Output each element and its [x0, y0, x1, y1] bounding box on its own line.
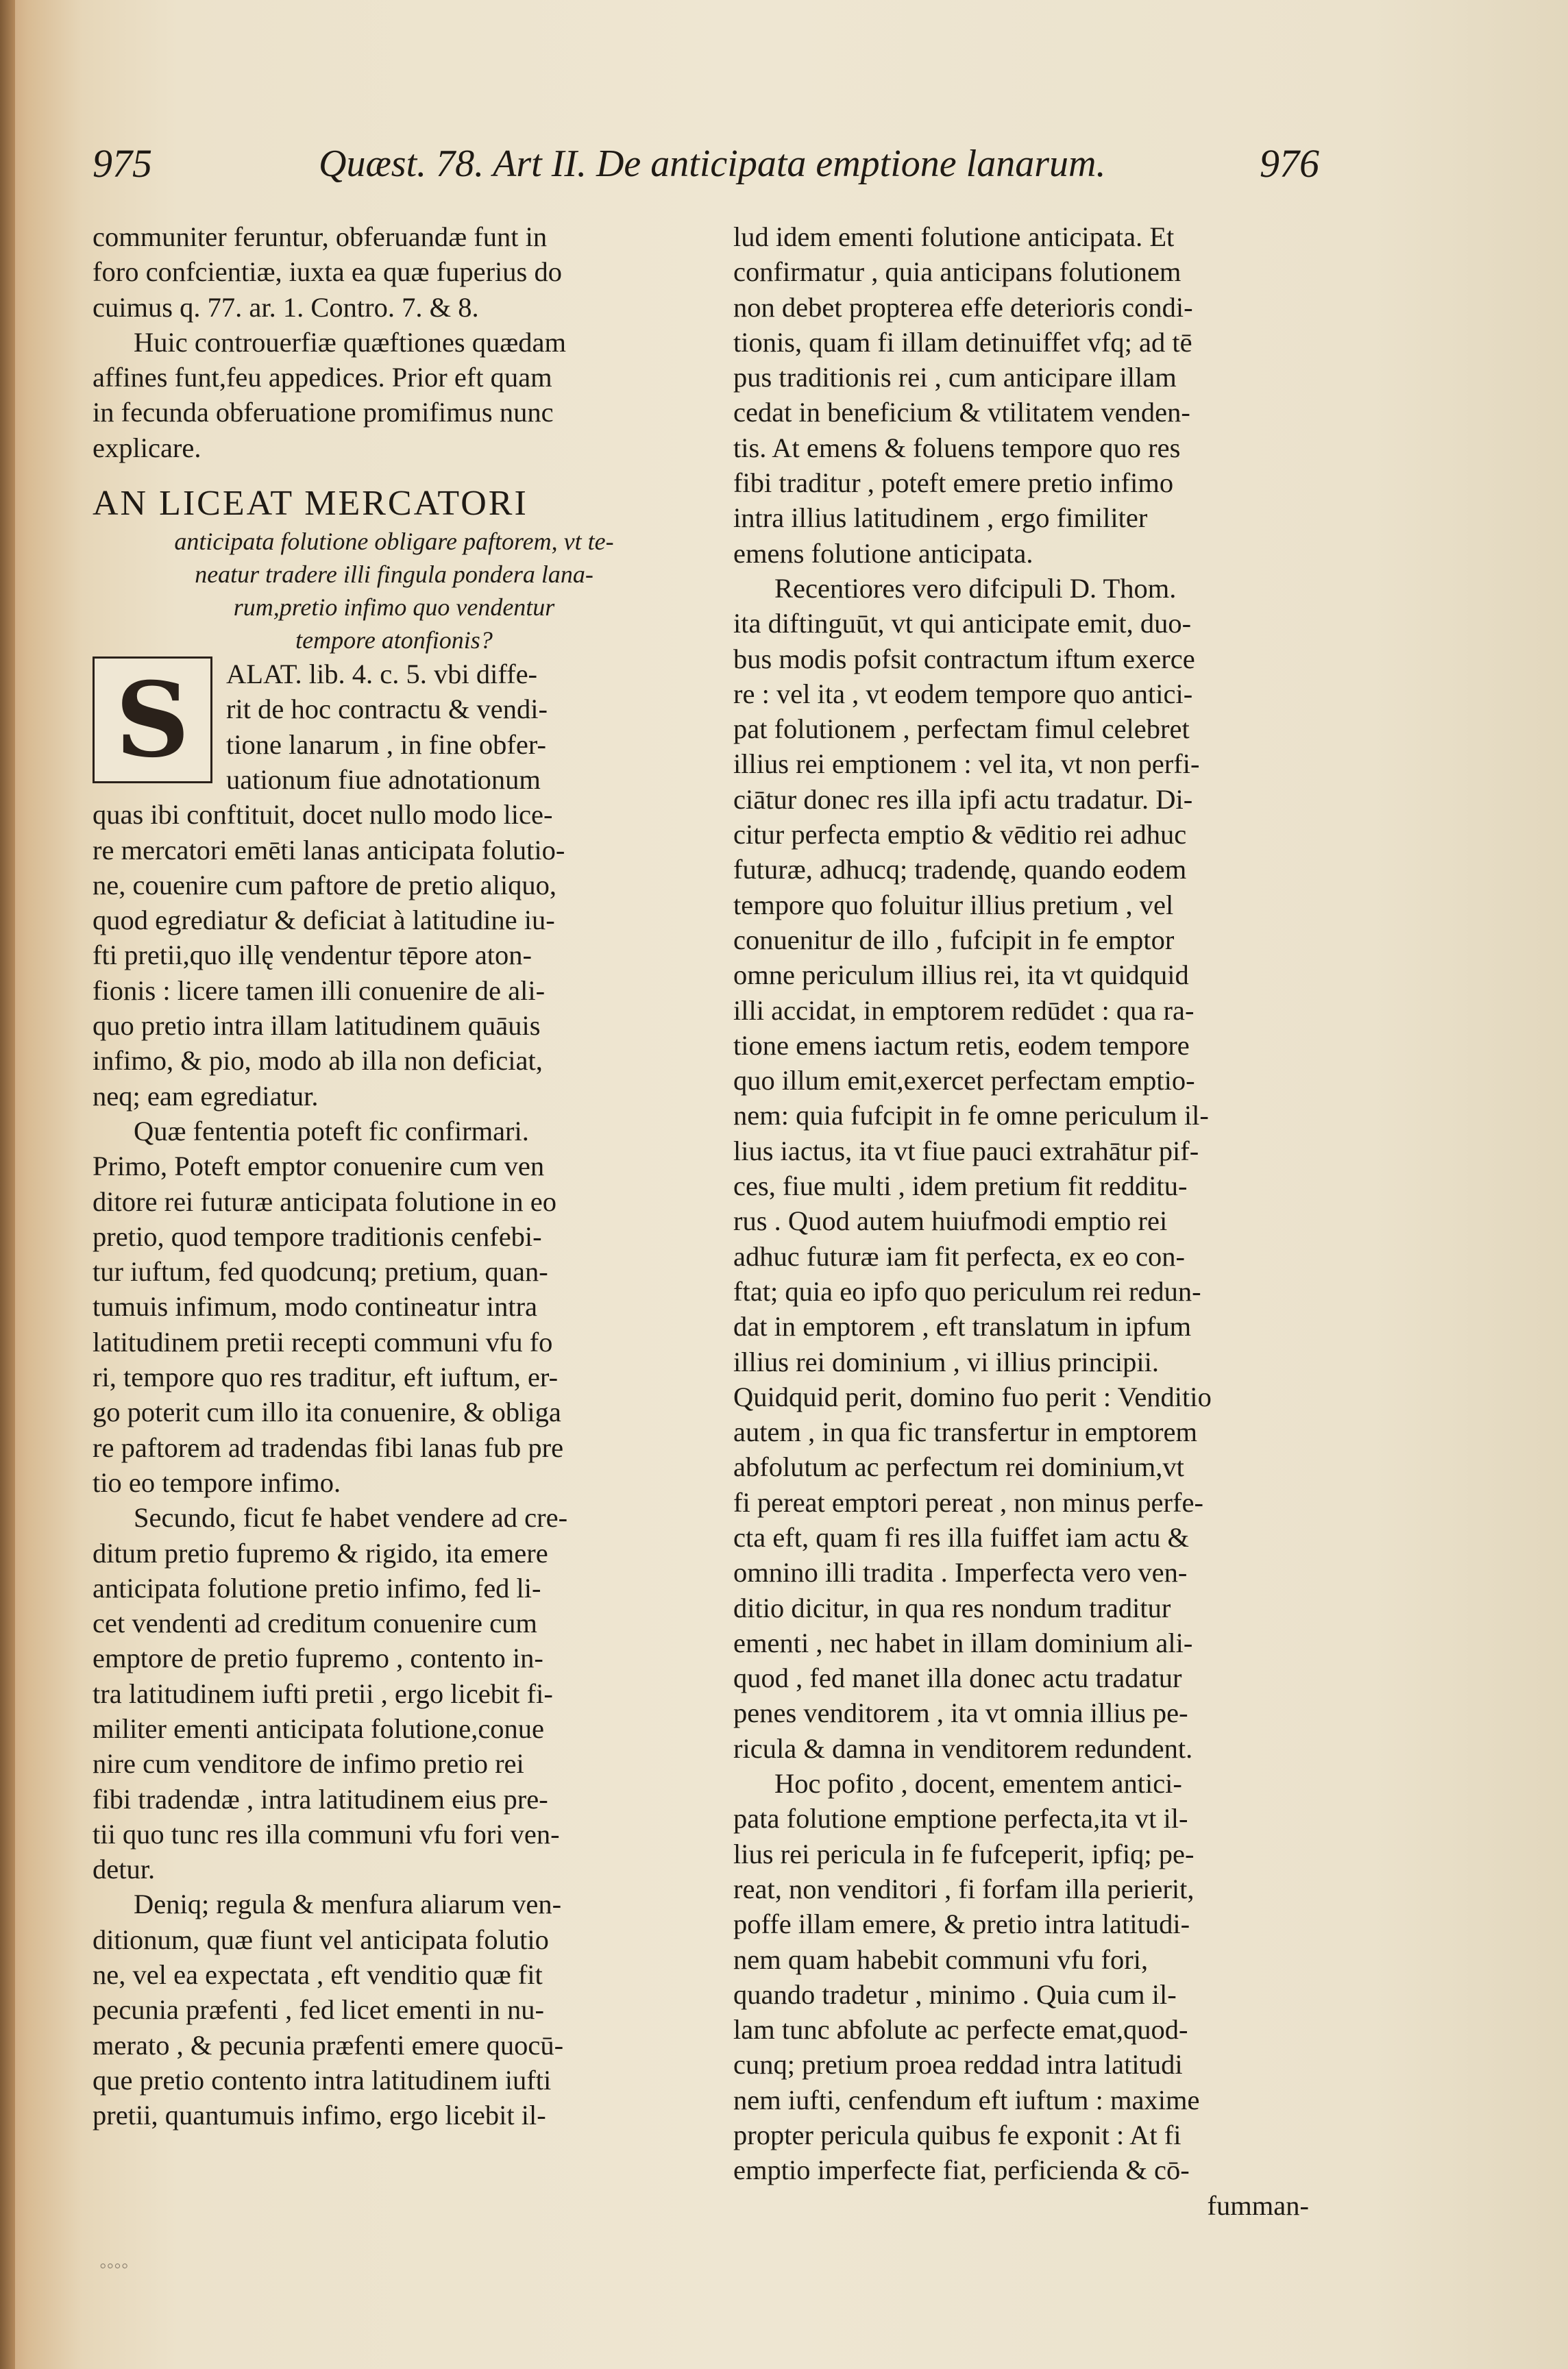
text-line: lius rei pericula in fe fufceperit, ipfiq; pe- [733, 1838, 1195, 1869]
page-header [93, 140, 1319, 202]
text-line: Quæ fententia poteft fic confirmari. [134, 1115, 529, 1146]
spacer [93, 465, 696, 482]
text-line: autem , in qua fic transfertur in emptorem [733, 1416, 1198, 1448]
text-line: pat folutionem , perfectam fimul celebret [733, 713, 1190, 745]
text-line: emptore de pretio fupremo , contento in- [93, 1643, 543, 1674]
text-line: Hoc pofito , docent, ementem antici- [774, 1768, 1182, 1800]
text-line: nem: quia fufcipit in fe omne periculum il- [733, 1100, 1209, 1131]
text-line: tur iuftum, fed quodcunq; pretium, quan- [93, 1256, 548, 1288]
text-line: dat in emptorem , eft translatum in ipfum [733, 1311, 1192, 1342]
text-line: illi accidat, in emptorem redūdet : qua ra- [733, 994, 1195, 1026]
text-line: illius rei dominium , vi illius principii. [733, 1346, 1159, 1377]
text-line: fibi traditur , poteft emere pretio infimo [733, 467, 1174, 499]
text-line: quo illum emit,exercet perfectam emptio- [733, 1065, 1195, 1096]
text-line: Secundo, ficut fe habet vendere ad cre- [134, 1502, 568, 1534]
text-line: communiter feruntur, obferuandæ funt in [93, 221, 548, 252]
text-line: re paftorem ad tradendas fibi lanas fub pre [93, 1432, 564, 1463]
text-line: neq; eam egrediatur. [93, 1080, 319, 1112]
text-line: tione lanarum , in fine obfer- [226, 728, 547, 760]
text-line: rit de hoc contractu & vendi- [226, 693, 548, 725]
text-line: latitudinem pretii recepti communi vfu fo [93, 1326, 553, 1358]
text-line: fibi tradendæ , intra latitudinem eius pre- [93, 1783, 548, 1815]
text-line: foro confcientiæ, iuxta ea quæ fuperius do [93, 256, 562, 288]
text-line: nem iufti, cenfendum eft iuftum : maxime [733, 2084, 1200, 2115]
section-subtitle-line: tempore atonfionis? [295, 626, 493, 654]
text-line: lud idem ementi folutione anticipata. Et [733, 221, 1175, 252]
text-line: merato , & pecunia præfenti emere quocū- [93, 2029, 564, 2061]
text-line: tione emens iactum retis, eodem tempore [733, 1029, 1190, 1061]
section-subtitle-line: neatur tradere illi fingula pondera lana- [195, 561, 593, 589]
text-line: bus modis pofsit contractum iftum exerce [733, 643, 1195, 674]
text-line: non debet propterea effe deterioris condi- [733, 291, 1193, 323]
text-line: nire cum venditore de infimo pretio rei [93, 1748, 524, 1780]
text-line: abfolutum ac perfectum rei dominium,vt [733, 1451, 1184, 1483]
text-line: propter pericula quibus fe exponit : At fi [733, 2120, 1181, 2151]
text-line: pretio, quod tempore traditionis cenfebi- [93, 1220, 542, 1252]
text-line: lam tunc abfolute ac perfecte emat,quod- [733, 2014, 1188, 2046]
text-line: quod egrediatur & deficiat à latitudine iu- [93, 905, 555, 936]
text-line: tumuis infimum, modo contineatur intra [93, 1291, 538, 1323]
text-line: ne, couenire cum paftore de pretio aliquo, [93, 869, 556, 900]
text-line: ita diftinguūt, vt qui anticipate emit, duo- [733, 608, 1192, 639]
text-line: Deniq; regula & menfura aliarum ven- [134, 1889, 562, 1920]
text-line: Quidquid perit, domino fuo perit : Venditio [733, 1381, 1212, 1412]
right-body-text [733, 219, 1309, 2188]
text-line: cunq; pretium proea reddad intra latitudi [733, 2049, 1183, 2080]
text-line: tionis, quam fi illam detinuiffet vfq; ad tē [733, 326, 1192, 358]
text-line: ces, fiue multi , idem pretium fit redditu- [733, 1170, 1188, 1202]
text-line: confirmatur , quia anticipans folutionem [733, 256, 1181, 288]
text-line: cuimus q. 77. ar. 1. Contro. 7. & 8. [93, 291, 479, 323]
text-line: fi pereat emptori pereat , non minus perfe- [733, 1486, 1203, 1518]
dropcap-paragraph [93, 656, 696, 797]
dropcap-initial [93, 656, 212, 783]
text-line: fti pretii,quo illę vendentur tēpore aton- [93, 940, 532, 971]
running-title: Quæst. 78. Art II. De anticipata emptione lanarum. [319, 143, 1106, 185]
text-line: adhuc futuræ iam fit perfecta, ex eo con- [733, 1240, 1185, 1272]
text-line: in fecunda obferuatione promifimus nunc [93, 397, 554, 428]
text-line: infimo, & pio, modo ab illa non deficiat, [93, 1045, 543, 1077]
text-line: anticipata folutione pretio infimo, fed li- [93, 1572, 541, 1604]
text-line: emptio imperfecte fiat, perficienda & cō- [733, 2155, 1190, 2186]
section-title: AN LICEAT MERCATORI [93, 484, 528, 524]
text-line: explicare. [93, 432, 201, 463]
text-line: quo pretio intra illam latitudinem quāuis [93, 1010, 541, 1042]
text-line: tii quo tunc res illa communi vfu fori ven- [93, 1818, 560, 1850]
text-line: que pretio contento intra latitudinem iufti [93, 2064, 552, 2096]
text-line: ditio dicitur, in qua res nondum traditur [733, 1592, 1171, 1623]
text-line: futuræ, adhucq; tradendę, quando eodem [733, 854, 1187, 885]
page-number-right: 976 [1260, 141, 1319, 186]
text-line: penes venditorem , ita vt omnia illius pe- [733, 1697, 1188, 1729]
text-line: tio eo tempore infimo. [93, 1466, 341, 1498]
text-line: cta eft, quam fi res illa fuiffet iam actu & [733, 1521, 1189, 1553]
text-line: poffe illam emere, & pretio intra latitudi- [733, 1908, 1190, 1940]
text-line: quod , fed manet illa donec actu tradatur [733, 1662, 1182, 1694]
text-line: reat, non venditori , fi forfam illa perierit, [733, 1873, 1195, 1904]
text-line: Recentiores vero difcipuli D. Thom. [774, 572, 1177, 604]
section-subtitle-line: anticipata folutione obligare paftorem, vt te- [174, 528, 614, 556]
text-line: ftat; quia eo ipfo quo periculum rei redun- [733, 1275, 1201, 1307]
text-line: pus traditionis rei , cum anticipare illam [733, 362, 1177, 393]
text-line: militer ementi anticipata folutione,conue [93, 1713, 545, 1744]
catchword: fumman- [1207, 2189, 1309, 2221]
left-column [93, 219, 696, 2133]
left-body-text [93, 797, 696, 2133]
text-line: ne, vel ea expectata , eft venditio quæ fit [93, 1959, 543, 1991]
text-line: ementi , nec habet in illam dominium ali- [733, 1627, 1193, 1658]
text-line: illius rei emptionem : vel ita, vt non perfi- [733, 748, 1200, 780]
text-line: ditionum, quæ fiunt vel anticipata folutio [93, 1924, 549, 1955]
text-line: Primo, Poteft emptor conuenire cum ven [93, 1151, 545, 1182]
text-line: detur. [93, 1854, 156, 1885]
text-line: citur perfecta emptio & vēditio rei adhuc [733, 819, 1187, 850]
text-line: quando tradetur , minimo . Quia cum il- [733, 1978, 1177, 2010]
text-line: affines funt,feu appedices. Prior eft quam [93, 362, 552, 393]
catchword-line [733, 2188, 1309, 2223]
right-column [733, 219, 1309, 2223]
text-line: cet vendenti ad creditum conuenire cum [93, 1608, 537, 1639]
text-line: quas ibi conftituit, docet nullo modo lice- [93, 799, 553, 831]
text-line: ri, tempore quo res traditur, eft iuftum, er- [93, 1362, 559, 1393]
text-line: ciātur donec res illa ipfi actu tradatur. Di- [733, 783, 1193, 815]
ink-smudge: ◦◦◦◦ [99, 2255, 129, 2277]
text-line: pata folutione emptione perfecta,ita vt il- [733, 1803, 1188, 1834]
text-line: pretii, quantumuis infimo, ergo licebit il- [93, 2100, 546, 2131]
text-line: uationum fiue adnotationum [226, 763, 541, 795]
text-line: omne periculum illius rei, ita vt quidquid [733, 959, 1189, 991]
book-spine [0, 0, 15, 2369]
page-number-left: 975 [93, 141, 152, 186]
text-line: tempore quo foluitur illius pretium , vel [733, 889, 1174, 920]
text-line: tis. At emens & foluens tempore quo res [733, 432, 1181, 463]
text-line: re : vel ita , vt eodem tempore quo antici- [733, 678, 1193, 709]
text-line: ALAT. lib. 4. c. 5. vbi diffe- [226, 659, 538, 690]
text-line: ricula & damna in venditorem redundent. [733, 1732, 1193, 1764]
text-line: re mercatori emēti lanas anticipata folutio- [93, 834, 565, 866]
text-line: conuenitur de illo , fufcipit in fe emptor [733, 924, 1175, 955]
text-line: ditum pretio fupremo & rigido, ita emere [93, 1537, 548, 1569]
text-line: fionis : licere tamen illi conuenire de ali- [93, 974, 546, 1006]
text-line: go poterit cum illo ita conuenire, & obliga [93, 1397, 561, 1428]
text-line: nem quam habebit communi vfu fori, [733, 1943, 1149, 1975]
text-line: rus . Quod autem huiufmodi emptio rei [733, 1205, 1168, 1237]
dropcap-letter: S [115, 659, 190, 781]
section-subtitle-line: rum,pretio infimo quo vendentur [233, 593, 555, 622]
text-line: omnino illi tradita . Imperfecta vero ven- [733, 1557, 1188, 1588]
text-line: pecunia præfenti , fed licet ementi in nu- [93, 1994, 545, 2026]
text-line: lius iactus, ita vt fiue pauci extrahātur pif- [733, 1135, 1199, 1166]
text-line: emens folutione anticipata. [733, 537, 1033, 569]
text-line: tra latitudinem iufti pretii , ergo licebit fi- [93, 1678, 553, 1709]
text-line: ditore rei futuræ anticipata folutione in eo [93, 1186, 557, 1217]
text-line: Huic controuerfiæ quæftiones quædam [134, 326, 567, 358]
text-line: intra illius latitudinem , ergo fimiliter [733, 502, 1148, 534]
text-line: cedat in beneficium & vtilitatem venden- [733, 397, 1190, 428]
